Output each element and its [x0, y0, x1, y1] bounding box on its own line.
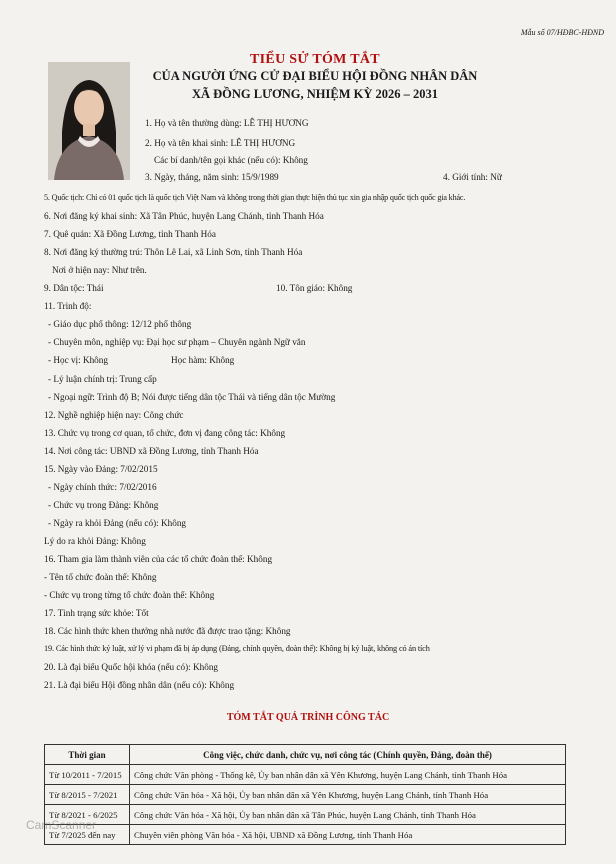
field-ethnicity: 9. Dân tộc: Thái: [44, 283, 104, 293]
field-party-official-date: - Ngày chính thức: 7/02/2016: [48, 482, 157, 492]
field-birth-date: 3. Ngày, tháng, năm sinh: 15/9/1989: [145, 172, 279, 182]
field-party-position: - Chức vụ trong Đảng: Không: [48, 500, 159, 510]
form-number: Mẫu số 07/HĐBC-HĐND: [520, 28, 604, 37]
field-position: 13. Chức vụ trong cơ quan, tổ chức, đơn vị đang công tác: Không: [44, 428, 286, 438]
work-history-title: TÓM TẮT QUÁ TRÌNH CÔNG TÁC: [226, 712, 390, 723]
table-cell-period: Từ 8/2015 - 7/2021: [45, 785, 130, 805]
field-gender: 4. Giới tính: Nữ: [443, 172, 502, 182]
field-religion: 10. Tôn giáo: Không: [276, 283, 353, 293]
field-party-join-date: 15. Ngày vào Đảng: 7/02/2015: [44, 464, 158, 474]
table-row: [45, 805, 566, 825]
table-cell-period: Từ 7/2025 đến nay: [45, 825, 130, 845]
field-birth-name: 2. Họ và tên khai sinh: LÊ THỊ HƯƠNG: [145, 138, 296, 148]
field-aliases: Các bí danh/tên gọi khác (nếu có): Không: [154, 155, 308, 165]
field-organization-name: - Tên tổ chức đoàn thể: Không: [44, 572, 157, 582]
table-cell-details: Công chức Văn hóa - Xã hội, Ủy ban nhân dân xã Tân Phúc, huyện Lang Chánh, tỉnh Thanh Hóa: [130, 805, 566, 825]
table-row: [45, 765, 566, 785]
field-awards: 18. Các hình thức khen thưởng nhà nước đã được trao tặng: Không: [44, 626, 291, 636]
field-party-leave-reason: Lý do ra khỏi Đảng: Không: [44, 536, 146, 546]
field-common-name: 1. Họ và tên thường dùng: LÊ THỊ HƯƠNG: [145, 118, 309, 128]
field-residence: 8. Nơi đăng ký thường trú: Thôn Lê Lai, xã Linh Sơn, tỉnh Thanh Hóa: [44, 247, 303, 257]
field-national-assembly: 20. Là đại biểu Quốc hội khóa (nếu có): Không: [44, 662, 219, 672]
column-header-period: Thời gian: [45, 745, 130, 765]
table-cell-period: Từ 8/2021 - 6/2025: [45, 805, 130, 825]
field-birth-registration: 6. Nơi đăng ký khai sinh: Xã Tân Phúc, huyện Lang Chánh, tỉnh Thanh Hóa: [44, 211, 324, 221]
table-header-row: [45, 745, 566, 765]
table-cell-period: Từ 10/2011 - 7/2015: [45, 765, 130, 785]
document-subtitle: CỦA NGƯỜI ỨNG CỬ ĐẠI BIỂU HỘI ĐỒNG NHÂN DÂN: [152, 69, 478, 83]
field-foreign-language: - Ngoại ngữ: Trình độ B; Nói được tiếng dân tộc Thái và tiếng dân tộc Mường: [48, 392, 336, 402]
field-health: 17. Tình trạng sức khỏe: Tốt: [44, 608, 149, 618]
field-current-address: Nơi ở hiện nay: Như trên.: [52, 265, 147, 275]
field-peoples-council: 21. Là đại biểu Hội đồng nhân dân (nếu có): Không: [44, 680, 235, 690]
field-general-education: - Giáo dục phổ thông: 12/12 phổ thông: [48, 319, 192, 329]
table-cell-details: Công chức Văn phòng - Thống kê, Ủy ban nhân dân xã Yên Khương, huyện Lang Chánh, tỉnh Thanh Hóa: [130, 765, 566, 785]
field-discipline: 19. Các hình thức kỷ luật, xử lý vi phạm đã bị áp dụng (Đảng, chính quyền, đoàn thể): Không bị kỷ luật, không có án tích: [44, 644, 430, 653]
document-title: TIỂU SỬ TÓM TẮT: [250, 52, 380, 67]
work-history-table: [44, 744, 566, 845]
field-political-theory: - Lý luận chính trị: Trung cấp: [48, 374, 157, 384]
column-header-details: Công việc, chức danh, chức vụ, nơi công tác (Chính quyền, Đảng, đoàn thể): [130, 745, 566, 765]
table-row: [45, 785, 566, 805]
field-occupation: 12. Nghề nghiệp hiện nay: Công chức: [44, 410, 184, 420]
document-term: XÃ ĐỒNG LƯƠNG, NHIỆM KỲ 2026 – 2031: [191, 87, 439, 101]
field-hometown: 7. Quê quán: Xã Đồng Lương, tỉnh Thanh Hóa: [44, 229, 216, 239]
table-row: [45, 825, 566, 845]
field-education-heading: 11. Trình độ:: [44, 301, 92, 311]
field-academic-title: Học hàm: Không: [171, 355, 235, 365]
field-professional: - Chuyên môn, nghiệp vụ: Đại học sư phạm – Chuyên ngành Ngữ văn: [48, 337, 306, 347]
field-nationality: 5. Quốc tịch: Chỉ có 01 quốc tịch là quốc tịch Việt Nam và không trong thời gian thực hiện thủ tục xin gia nhập quốc tịch quốc gia khác.: [44, 193, 466, 202]
field-degree: - Học vị: Không: [48, 355, 108, 365]
table-cell-details: Chuyên viên phòng Văn hóa - Xã hội, UBND xã Đồng Lương, tỉnh Thanh Hóa: [130, 825, 566, 845]
field-party-leave-date: - Ngày ra khỏi Đảng (nếu có): Không: [48, 518, 187, 528]
field-organizations: 16. Tham gia làm thành viên của các tổ chức đoàn thể: Không: [44, 554, 273, 564]
field-organization-position: - Chức vụ trong từng tổ chức đoàn thể: Không: [44, 590, 215, 600]
scanner-watermark: CamScanner: [26, 818, 97, 832]
field-workplace: 14. Nơi công tác: UBND xã Đồng Lương, tỉnh Thanh Hóa: [44, 446, 259, 456]
table-cell-details: Công chức Văn hóa - Xã hội, Ủy ban nhân dân xã Yên Khương, huyện Lang Chánh, tỉnh Thanh Hóa: [130, 785, 566, 805]
